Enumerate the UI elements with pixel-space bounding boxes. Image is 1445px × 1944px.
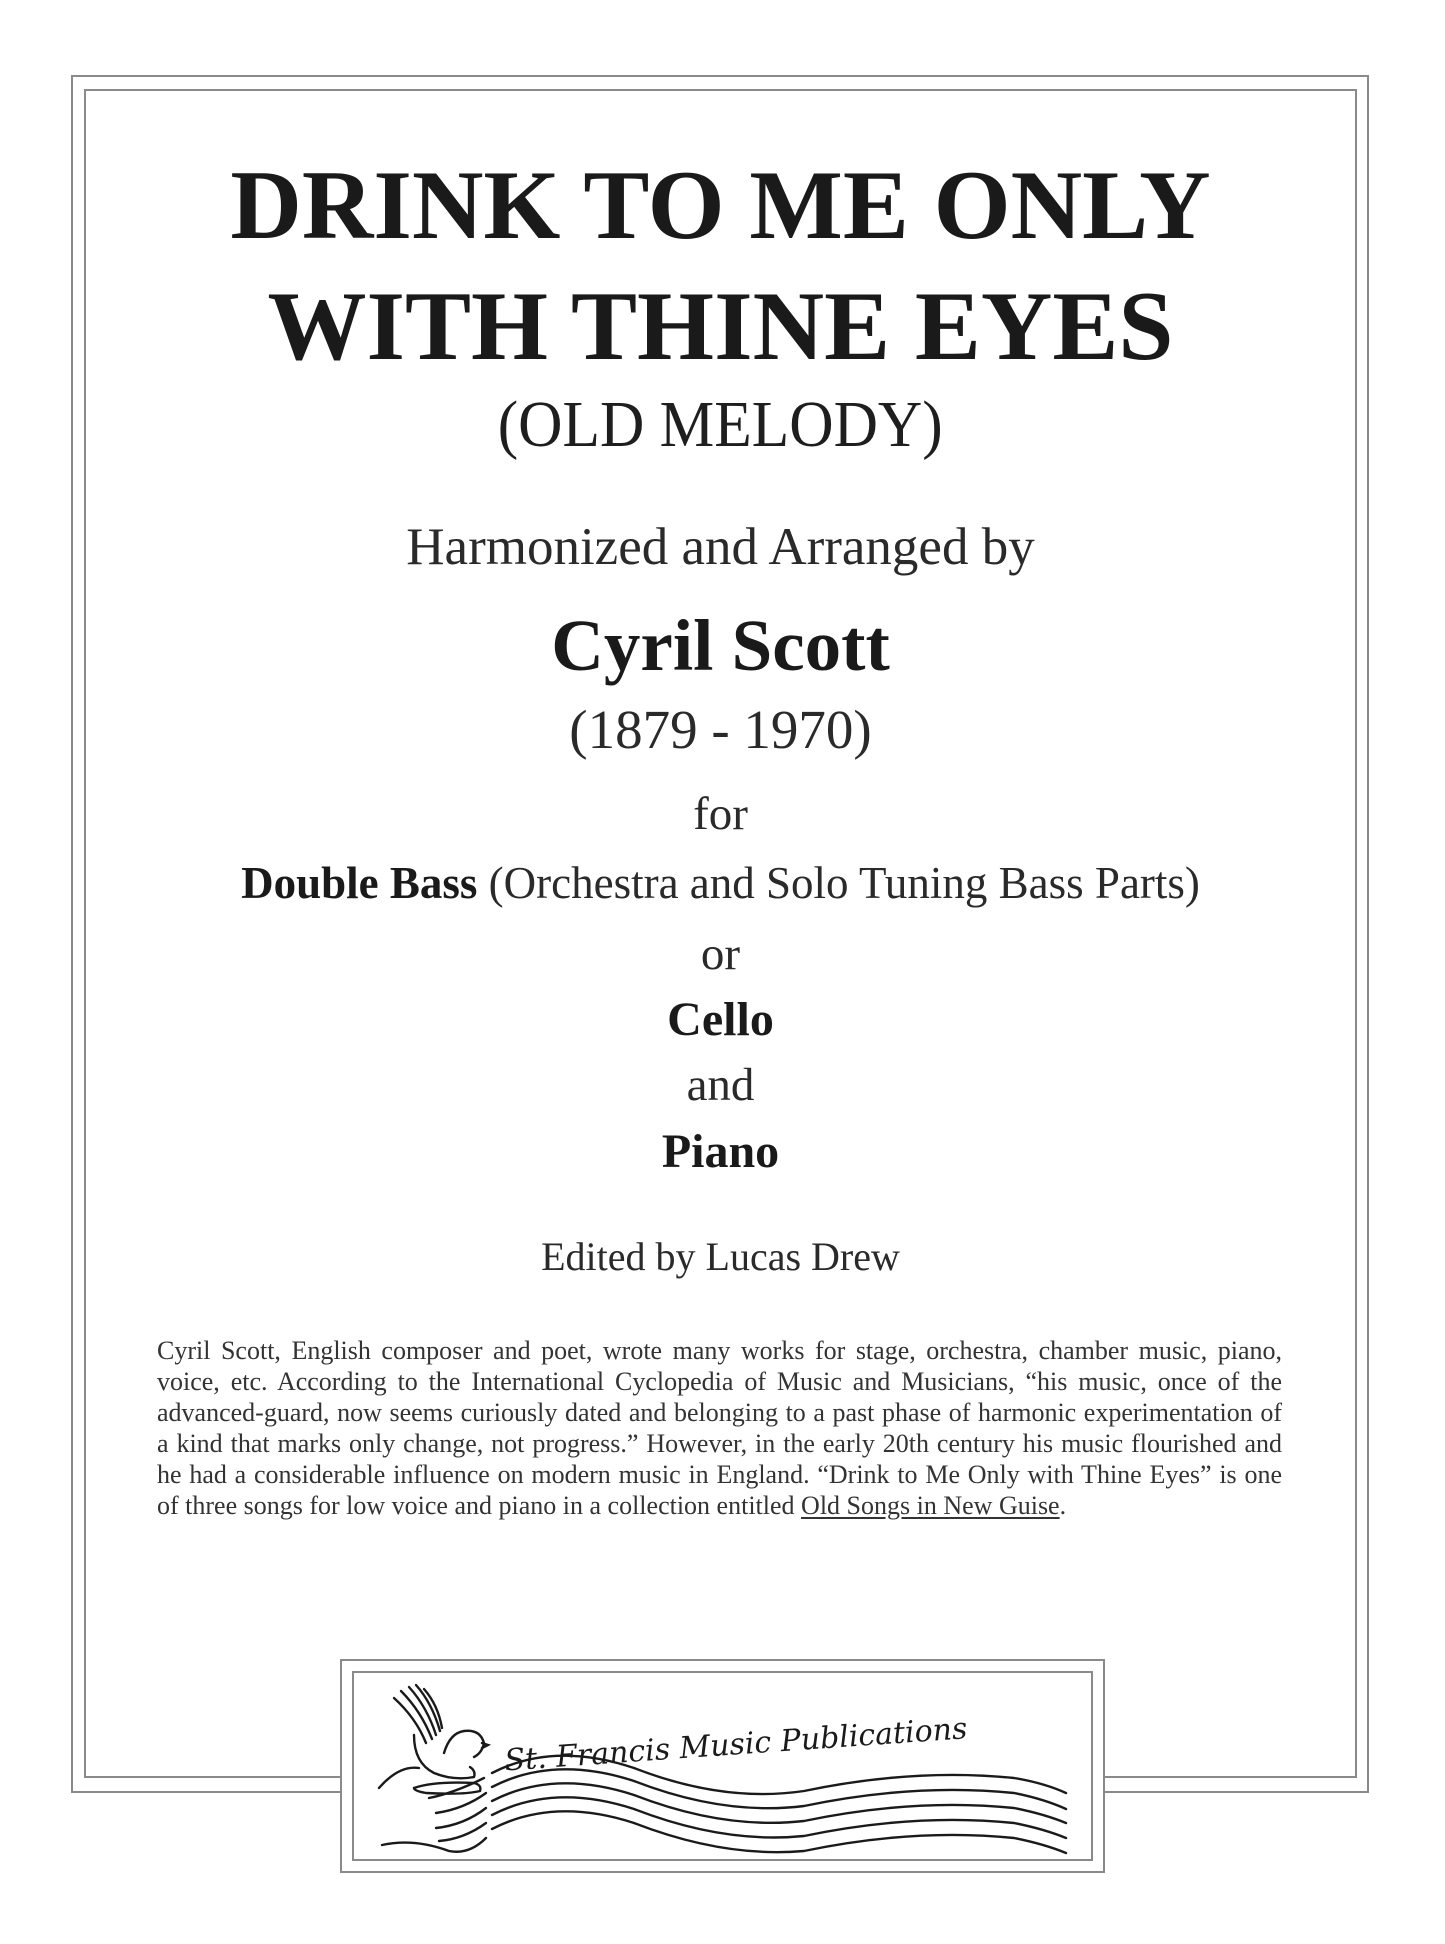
subtitle-text: (OLD MELODY) xyxy=(498,388,943,461)
title-line-1: DRINK TO ME ONLY xyxy=(230,151,1211,260)
publisher-logo xyxy=(352,1671,1093,1861)
primary-instrument-note: (Orchestra and Solo Tuning Bass Parts) xyxy=(477,858,1200,908)
alternate-instrument: Cello xyxy=(667,993,774,1046)
arranged-by-label: Harmonized and Arranged by xyxy=(406,518,1035,576)
composer-dates: (1879 - 1970) xyxy=(569,699,872,760)
for-label: for xyxy=(693,788,748,840)
composer-biography xyxy=(157,1335,1282,1521)
accompaniment-instrument: Piano xyxy=(661,1125,780,1178)
biography-text: Cyril Scott, English composer and poet, wrote many works for stage, orchestra, chamber music, piano, voice, etc. According to the International Cyclopedia of Music and Musicians, “his music, once of the advanced-guard, now seems curiously dated and belonging to a past phase of harmonic experimentation of a kind that marks only change, not progress.” However, in the early 20th century his music flourished and he had a considerable influence on modern music in England. “Drink to Me Only with Thine Eyes” is one of three songs for low voice and piano in a collection entitled xyxy=(157,1336,1282,1520)
biography-end: . xyxy=(1059,1491,1067,1520)
primary-instrument-line xyxy=(84,858,1357,908)
title-line-2: WITH THINE EYES xyxy=(267,272,1174,381)
editor-credit: Edited by Lucas Drew xyxy=(541,1234,900,1279)
and-label: and xyxy=(686,1059,755,1111)
collection-title: Old Songs in New Guise xyxy=(801,1491,1060,1520)
primary-instrument: Double Bass xyxy=(241,858,478,908)
composer-name: Cyril Scott xyxy=(551,605,890,686)
dove-hand-staff-logo-icon xyxy=(354,1673,1095,1863)
subtitle xyxy=(84,388,1357,461)
or-label: or xyxy=(700,928,741,980)
publisher-name: St. Francis Music Publications xyxy=(503,1711,969,1779)
